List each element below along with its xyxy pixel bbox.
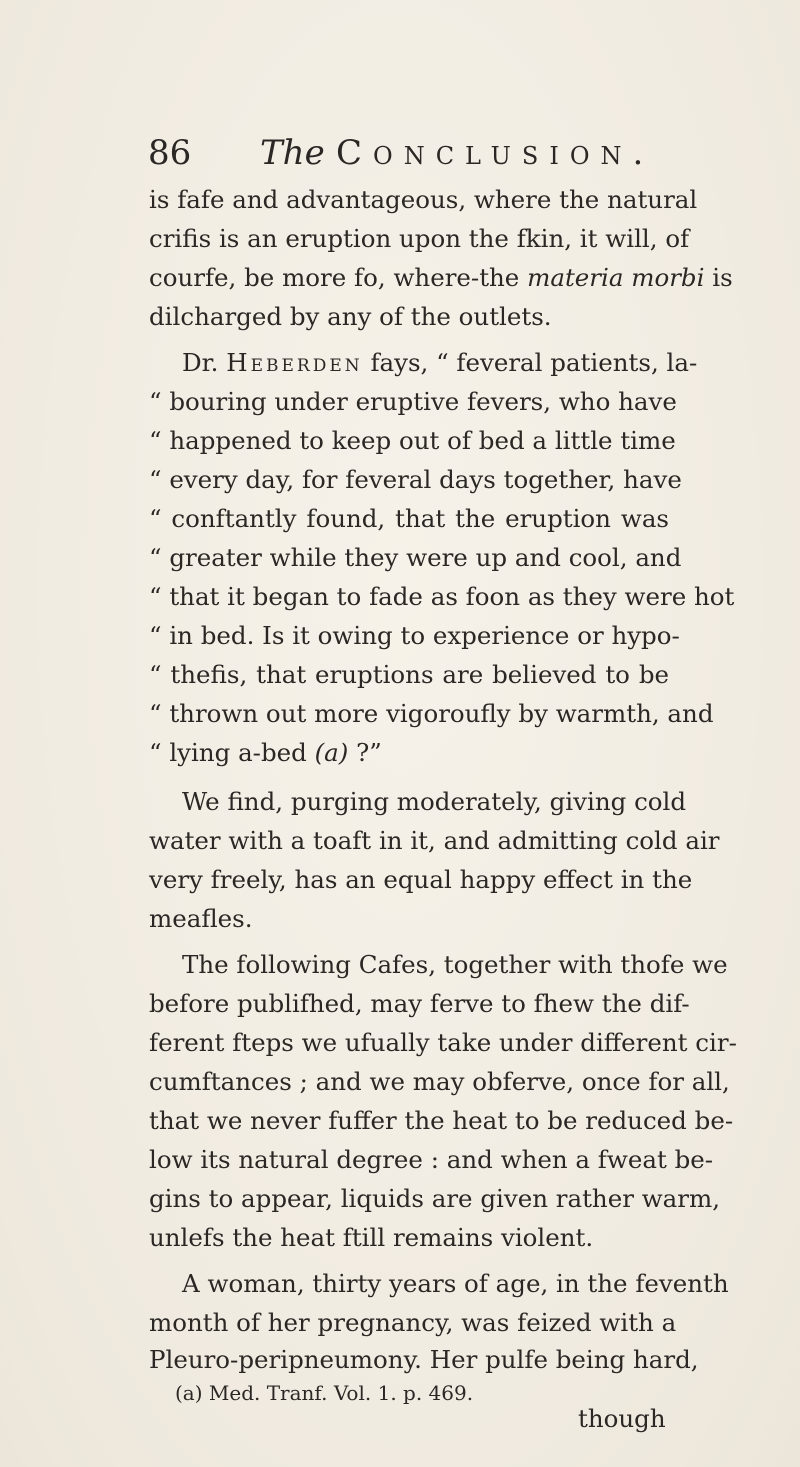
catchword: though: [578, 1404, 666, 1433]
text-line: that we never fuffer the heat to be reduced be-: [149, 1106, 734, 1135]
text-line: The following Cafes, together with thofe we: [182, 950, 728, 979]
footnote-reference: (a): [314, 738, 349, 767]
text-line: month of her pregnancy, was feized with a: [149, 1308, 677, 1337]
text-line: “ greater while they were up and cool, and: [149, 543, 682, 572]
text-line: “ conftantly found, that the eruption was: [149, 504, 669, 533]
text-line: We find, purging moderately, giving cold: [182, 787, 687, 816]
text-line: dilcharged by any of the outlets.: [149, 302, 552, 331]
text-segment: fays, “ feveral patients, la-: [362, 348, 698, 377]
text-segment: “ lying a-bed: [149, 738, 315, 767]
text-line: water with a toaft in it, and admitting cold air: [149, 826, 720, 855]
text-line: Pleuro-peripneumony. Her pulfe being hard,: [149, 1345, 699, 1374]
text-line: crifis is an eruption upon the fkin, it will, of: [149, 224, 690, 253]
text-line: “ bouring under eruptive fevers, who have: [149, 387, 677, 416]
text-line: “ thrown out more vigoroufly by warmth, and: [149, 699, 714, 728]
text-line: is fafe and advantageous, where the natural: [149, 185, 698, 214]
running-head-title: Conclusion.: [336, 133, 655, 173]
text-line: “ that it began to fade as foon as they were hot: [149, 582, 735, 611]
text-line: “ in bed. Is it owing to experience or hypo-: [149, 621, 680, 650]
text-line: before publifhed, may ferve to fhew the dif-: [149, 989, 690, 1018]
text-line: very freely, has an equal happy effect in the: [149, 865, 693, 894]
text-line: [182, 348, 698, 378]
text-line: [149, 738, 669, 768]
text-line: “ thefis, that eruptions are believed to be: [149, 660, 669, 689]
text-segment: ?”: [348, 738, 382, 767]
text-line: ferent fteps we ufually take under different cir-: [149, 1028, 737, 1057]
text-segment: courfe, be more fo, where-the: [149, 263, 528, 292]
text-segment: Dr.: [182, 348, 227, 377]
running-head-article: The: [260, 133, 325, 173]
text-line: low its natural degree : and when a fweat be-: [149, 1145, 714, 1174]
text-line: “ happened to keep out of bed a little time: [149, 426, 676, 455]
text-line: gins to appear, liquids are given rather warm,: [149, 1184, 721, 1213]
footnote: (a) Med. Tranf. Vol. 1. p. 469.: [175, 1381, 474, 1405]
text-line: A woman, thirty years of age, in the feventh: [182, 1269, 729, 1298]
text-line: [149, 263, 733, 293]
text-line: “ every day, for feveral days together, have: [149, 465, 682, 494]
page-number: 86: [148, 133, 192, 173]
author-name: Heberden: [226, 348, 363, 377]
latin-phrase: materia morbi: [527, 263, 705, 292]
running-header: [148, 133, 668, 173]
text-line: cumftances ; and we may obferve, once for all,: [149, 1067, 730, 1096]
text-segment: is: [704, 263, 733, 292]
text-line: meafles.: [149, 904, 253, 933]
text-line: unlefs the heat ftill remains violent.: [149, 1223, 594, 1252]
